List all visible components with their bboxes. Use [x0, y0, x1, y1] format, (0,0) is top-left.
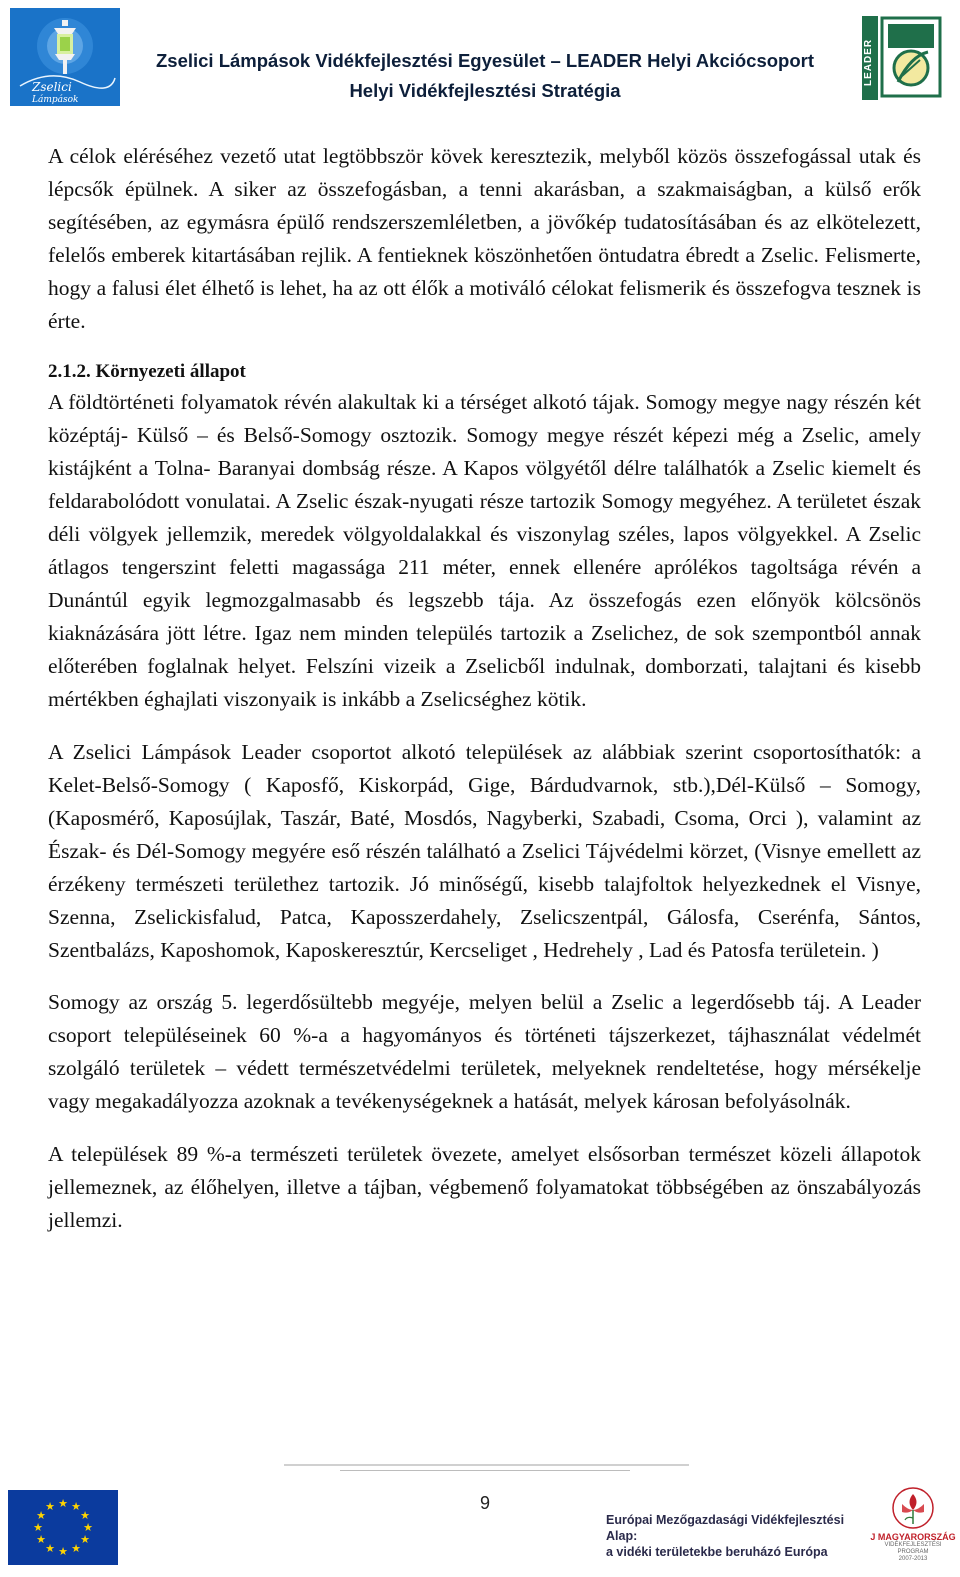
svg-text:★: ★	[80, 1509, 90, 1522]
eu-flag-icon	[8, 1490, 118, 1565]
leader-logo-text: LEADER	[863, 38, 874, 86]
page-number: 9	[479, 1493, 490, 1513]
svg-text:★: ★	[80, 1533, 90, 1546]
left-logo-text	[32, 82, 79, 106]
jm-title: J MAGYARORSZÁG	[870, 1532, 956, 1542]
paragraph-forests: Somogy az ország 5. legerdősültebb megyéje, melyen belül a Zselic a legerdősebb táj. A Leader csoport településeinek 60 %-a a hagyományos és történeti tájszerkezet, tájhasználat védelmét szolgáló területek – védett természetvédelmi területek, melyeknek rendeltetése, hogy mérsékelje vagy megakadályozza azoknak a tevékenységeknek a hatását, melyek károsan befolyásolnák.	[48, 990, 921, 1114]
left-logo-text-2: Lámpások	[32, 95, 79, 105]
leader-emblem-icon	[862, 16, 944, 100]
paragraph-landscape: A földtörténeti folyamatok révén alakultak ki a térséget alkotó tájak. Somogy megye nagy részén két középtáj- Külső – és Belső-Somogy osztozik. Somogy megye részét képezi még a Zselic, amely kistájként a Tolna- Baranyai dombság része. A Kapos völgyétől délre találhatók a Zselic kiemelt és feldarabolódott vonulatai. A Zselic észak-nyugati része tartozik Somogy megyéhez. A területet észak déli völgyek jellemzik, meredek völgyoldalakkal és viszonylag széles, lapos völgyekkel. A Zselic átlagos tengerszint feletti magassága 211 méter, ennek ellenére aprólékos tagoltsága révén a Dunántúl egyik legmozgalmasabb és legszebb tája. Az összefogás ezen előnyök kölcsönös kiaknázására jött létre. Igaz nem minden település tartozik a Zselichez, de sok szempontból annak előterében foglalnak helyet. Felszíni vizeik a Zselicből indulnak, domborzati, talajtani és kisebb mértékben éghajlati viszonyaik is inkább a Zselicséghez kötik.	[48, 389, 921, 712]
uj-magyarorszag-text	[870, 1533, 956, 1563]
section-heading	[48, 358, 921, 386]
footer-divider	[284, 1464, 689, 1466]
svg-text:★: ★	[45, 1500, 55, 1513]
leader-logo	[862, 16, 944, 100]
jm-subtitle-2: 2007-2013	[898, 1556, 928, 1562]
page-header	[0, 0, 960, 120]
svg-text:★: ★	[71, 1500, 81, 1513]
paragraph-natural-areas: A települések 89 %-a természeti területek övezete, amelyet elsősorban természet közeli állapotok jellemeznek, az élőhelyen, illetve a tájban, végbemenő folyamatokat többségében az önszabályozás jellemzi.	[48, 1141, 921, 1232]
svg-text:★: ★	[71, 1542, 81, 1555]
svg-text:★: ★	[33, 1521, 43, 1534]
svg-text:★: ★	[36, 1509, 46, 1522]
section-number: 2.1.2.	[48, 360, 91, 382]
eu-fund-text-line1: Európai Mezőgazdasági Vidékfejlesztési Alap:	[606, 1513, 845, 1543]
svg-text:★: ★	[58, 1497, 68, 1510]
document-body	[48, 140, 921, 1237]
header-title-line2: Helyi Vidékfejlesztési Stratégia	[349, 80, 621, 101]
footer-divider-secondary	[340, 1470, 630, 1471]
jm-subtitle-1: VIDÉKFEJLESZTÉSI PROGRAM	[884, 1542, 942, 1555]
paragraph-settlements: A Zselici Lámpások Leader csoportot alkotó települések az alábbiak szerint csoportosíthatók: a Kelet-Belső-Somogy ( Kaposfő, Kiskorpád, Gige, Bárdudvarnok, stb.),Dél-Külső – Somogy, (Kaposmérő, Kaposújlak, Taszár, Baté, Mosdós, Nagyberki, Szabadi, Csoma, Orci ), valamint az Észak- és Dél-Somogy megyére eső részén található a Zselici Tájvédelmi körzet, (Visnye emellett az érzékeny természeti területhez tartozik. Jó minőségű, kisebb talajfoltok helyezkednek el Visnye, Szenna, Zselickisfalud, Patca, Kaposszerdahely, Zselicszentpál, Gálosfa, Cserénfa, Sántos, Szentbalázs, Kaposhomok, Kaposkeresztúr, Kercseliget , Hedrehely , Lad és Patosfa területein. )	[48, 739, 921, 963]
eu-fund-text-line2: a vidéki területekbe beruházó Európa	[606, 1545, 828, 1559]
svg-text:★: ★	[58, 1545, 68, 1558]
svg-text:★: ★	[45, 1542, 55, 1555]
header-titles	[130, 46, 840, 106]
header-title-line1: Zselici Lámpások Vidékfejlesztési Egyesület – LEADER Helyi Akciócsoport	[155, 50, 815, 71]
flower-emblem-icon	[878, 1484, 948, 1534]
section-title: Környezeti állapot	[95, 360, 246, 382]
zselici-lampasok-logo	[10, 8, 120, 106]
svg-text:★: ★	[83, 1521, 93, 1534]
paragraph-intro: A célok eléréséhez vezető utat legtöbbször kövek keresztezik, melyből közös összefogással utak és lépcsők épülnek. A siker az összefogásban, a tenni akarásban, a szakmaiságban, a külső erők segítésében, az egymásra épülő rendszerszemléletben, a jövőkép tudatosításában és az elkötelezett, felelős emberek kitartásában rejlik. A fentieknek köszönhetően öntudatra ébredt a Zselic. Felismerte, hogy a falusi élet élhető is lehet, ha az ott élők a motiváló célokat felismerik és összefogva tesznek is érte.	[48, 144, 921, 334]
left-logo-text-1: Zselici	[32, 80, 72, 94]
eu-fund-text	[606, 1512, 876, 1560]
svg-text:★: ★	[36, 1533, 46, 1546]
